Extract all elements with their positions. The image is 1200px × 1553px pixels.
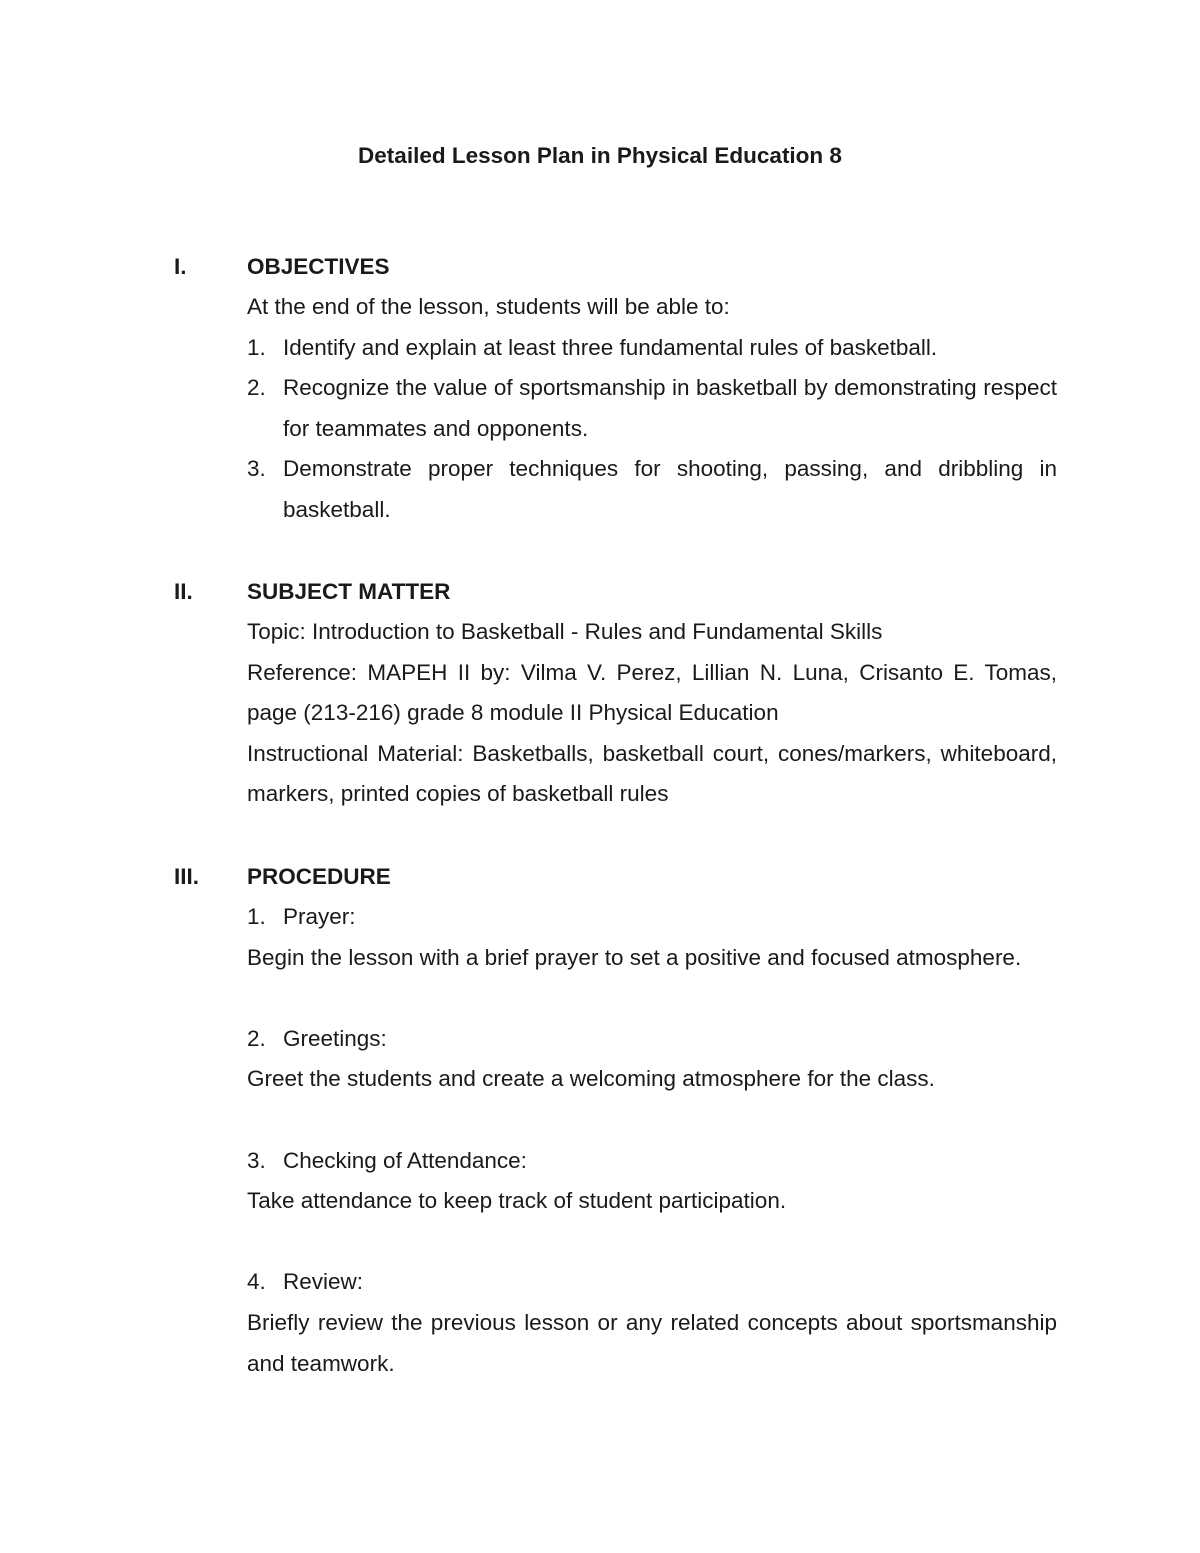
step-description: Greet the students and create a welcoming atmosphere for the class.	[247, 1066, 935, 1092]
section-numeral: I.	[174, 254, 187, 279]
list-item-number: 1.	[247, 334, 266, 360]
subject-reference: Reference: MAPEH II by: Vilma V. Perez, Lillian N. Luna, Crisanto E. Tomas, page (213-216) grade 8 module II Physical Education	[247, 659, 1057, 726]
list-item-text: Demonstrate proper techniques for shooting, passing, and dribbling in basketball.	[283, 456, 1057, 522]
objectives-intro: At the end of the lesson, students will be able to:	[247, 294, 730, 319]
step-description: Briefly review the previous lesson or any related concepts about sportsmanship and teamwork.	[247, 1309, 1057, 1376]
step-title: Greetings:	[283, 1025, 387, 1051]
section-heading: PROCEDURE	[247, 864, 391, 889]
procedure-step-label	[247, 897, 1057, 938]
procedure-step	[247, 1262, 1057, 1384]
section-heading: OBJECTIVES	[247, 254, 390, 279]
step-description: Begin the lesson with a brief prayer to set a positive and focused atmosphere.	[247, 944, 1022, 970]
subject-material: Instructional Material: Basketballs, basketball court, cones/markers, whiteboard, markers, printed copies of basketball rules	[247, 740, 1057, 807]
list-item-text: Recognize the value of sportsmanship in basketball by demonstrating respect for teammates and opponents.	[283, 375, 1057, 441]
step-number: 4.	[247, 1269, 266, 1295]
list-item-number: 2.	[247, 375, 266, 401]
procedure-step-label	[247, 1141, 1057, 1182]
procedure-step	[247, 897, 1057, 978]
procedure-step	[247, 1019, 1057, 1100]
section-heading: SUBJECT MATTER	[247, 579, 451, 604]
section-numeral: II.	[174, 579, 193, 604]
step-number: 1.	[247, 904, 266, 929]
step-number: 2.	[247, 1025, 266, 1051]
procedure-step	[247, 1141, 1057, 1222]
step-title: Review:	[283, 1269, 364, 1295]
document-title: Detailed Lesson Plan in Physical Education 8	[358, 143, 842, 168]
step-description: Take attendance to keep track of student participation.	[247, 1188, 787, 1214]
step-title: Prayer:	[283, 904, 356, 929]
procedure-body	[247, 897, 1057, 1425]
list-item	[247, 449, 1057, 530]
list-item-number: 3.	[247, 456, 266, 482]
step-title: Checking of Attendance:	[283, 1147, 527, 1173]
list-item	[247, 368, 1057, 449]
section-numeral: III.	[174, 864, 200, 889]
list-item-text: Identify and explain at least three fundamental rules of basketball.	[283, 334, 938, 360]
list-item	[247, 328, 1057, 369]
objectives-body	[247, 287, 1057, 531]
procedure-step-label	[247, 1019, 1057, 1060]
procedure-step-label	[247, 1262, 1057, 1303]
subject-topic: Topic: Introduction to Basketball - Rules and Fundamental Skills	[247, 619, 883, 644]
step-number: 3.	[247, 1147, 266, 1173]
subject-matter-body	[247, 612, 1057, 815]
